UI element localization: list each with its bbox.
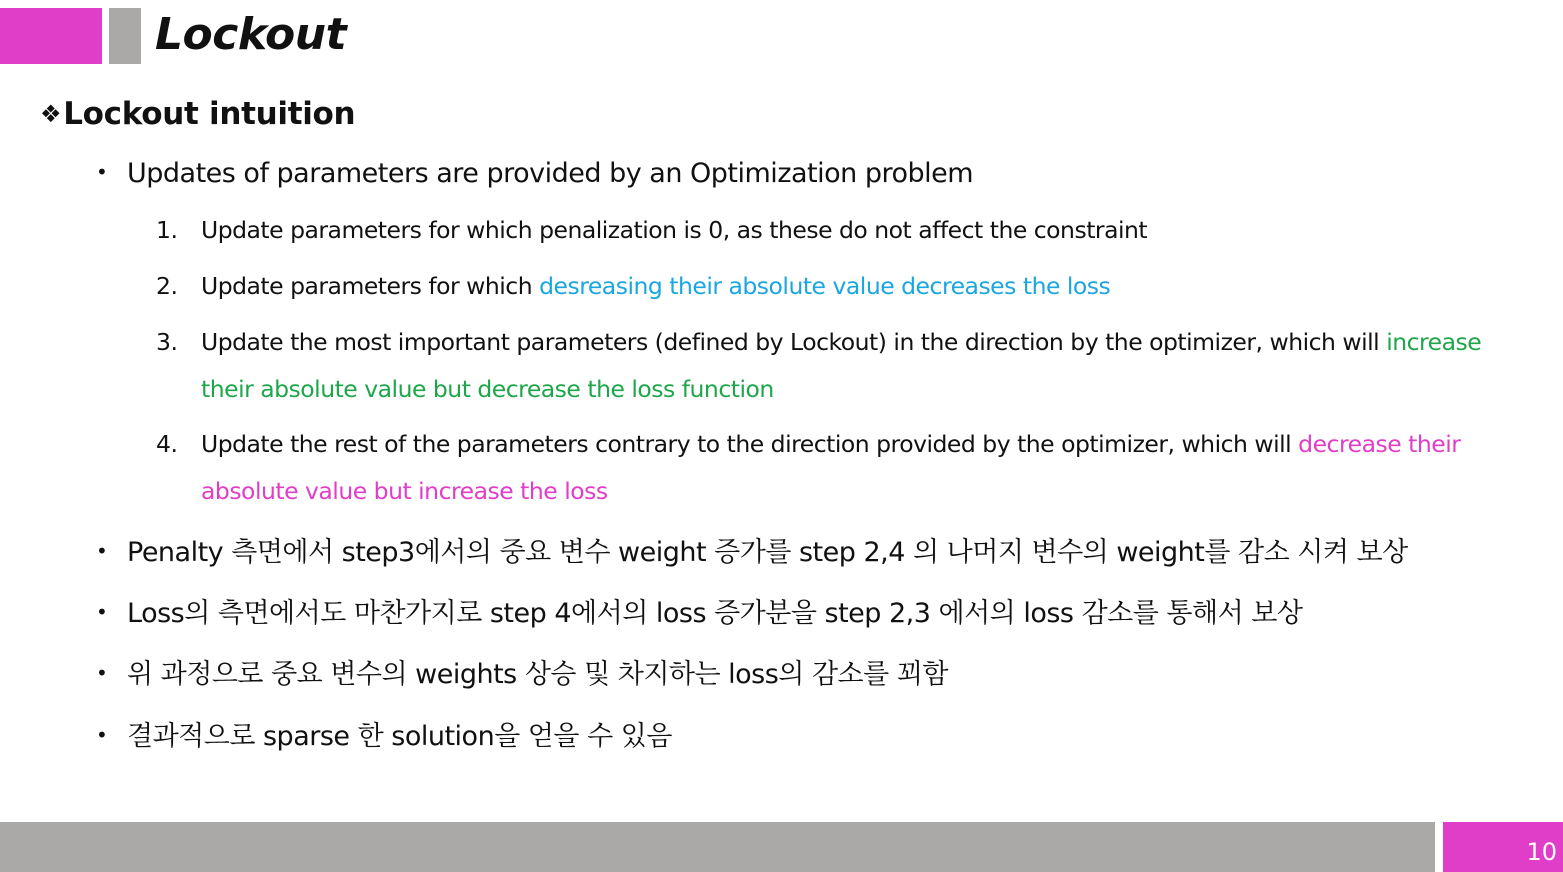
step-plain-text: Update parameters for which penalization is 0, as these do not affect the constraint — [201, 216, 1148, 244]
step-highlight-text: desreasing their absolute value decreases the loss — [539, 272, 1111, 300]
bullet-text: 위 과정으로 중요 변수의 weights 상승 및 차지하는 loss의 감소를 꾀함 — [127, 659, 948, 690]
step-number: 2. — [156, 272, 178, 300]
page-number-box — [1443, 822, 1563, 872]
step-plain-text: Update the most important parameters (defined by Lockout) in the direction by the optimizer, which will — [201, 328, 1387, 356]
bullet-item — [96, 653, 948, 695]
slide-title: Lockout — [155, 9, 347, 60]
footer-bar — [0, 822, 1435, 872]
bullet-item — [96, 715, 672, 757]
step-plain-text: Update the rest of the parameters contrary to the direction provided by the optimizer, which will — [201, 430, 1299, 458]
step-text — [201, 319, 1496, 413]
step-highlight-text: decrease their absolute value but increase the loss — [201, 430, 1461, 505]
diamond-bullet-icon: ❖ — [40, 100, 62, 128]
page-number: 10 — [1526, 838, 1557, 866]
numbered-step — [156, 263, 1496, 310]
bullet-item — [96, 592, 1302, 634]
bullet-dot-icon: • — [96, 661, 108, 685]
step-highlight-text: increase their absolute value but decrease the loss function — [201, 328, 1482, 403]
bullet-text: Penalty 측면에서 step3에서의 중요 변수 weight 증가를 step 2,4 의 나머지 변수의 weight를 감소 시켜 보상 — [127, 537, 1408, 568]
section-heading — [40, 92, 355, 136]
bullet-text: 결과적으로 sparse 한 solution을 얻을 수 있음 — [127, 721, 672, 752]
step-text — [201, 263, 1496, 310]
numbered-step — [156, 421, 1496, 515]
step-number: 3. — [156, 328, 178, 356]
section-heading-text: Lockout intuition — [63, 96, 356, 132]
step-number: 1. — [156, 216, 178, 244]
numbered-step — [156, 207, 1496, 254]
title-gray-bar — [109, 8, 141, 64]
bullet-dot-icon: • — [96, 723, 108, 747]
title-accent-bar — [0, 8, 102, 64]
bullet-item — [96, 531, 1408, 573]
bullet-dot-icon: • — [96, 600, 108, 624]
bullet-text: Updates of parameters are provided by an Optimization problem — [127, 158, 974, 189]
step-text — [201, 207, 1496, 254]
bullet-dot-icon: • — [96, 539, 108, 563]
bullet-item — [96, 152, 973, 194]
step-plain-text: Update parameters for which — [201, 272, 540, 300]
numbered-step — [156, 319, 1496, 413]
bullet-text: Loss의 측면에서도 마찬가지로 step 4에서의 loss 증가분을 step 2,3 에서의 loss 감소를 통해서 보상 — [127, 598, 1303, 629]
bullet-dot-icon: • — [96, 160, 108, 184]
step-text — [201, 421, 1496, 515]
step-number: 4. — [156, 430, 178, 458]
